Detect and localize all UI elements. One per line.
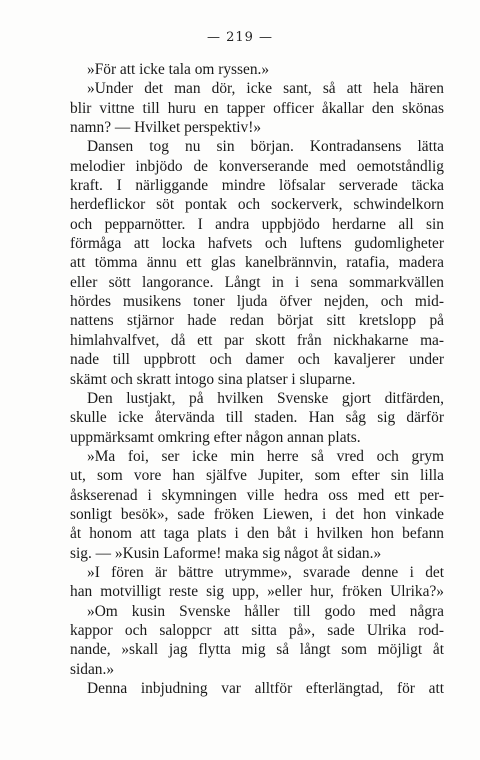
text-line: »I fören är bättre utrymme», svarade denne i det [87, 563, 444, 581]
text-line: åt honom att taga plats i den båt i hvilken hon befann [70, 525, 444, 543]
text-line: herdeflickor söt pontak och sockerverk, schwindelkorn [70, 196, 444, 214]
text-line: sidan.» [70, 660, 115, 678]
page-number-header: — 219 — [206, 30, 274, 45]
text-line: hördes musikens toner ljuda öfver nejden, och mid- [70, 293, 444, 311]
text-line: namn? — Hvilket perspektiv!» [70, 119, 262, 137]
text-line: sonligt besök», sade fröken Liewen, i det hon vinkade [70, 505, 444, 523]
text-line: melodier inbjödo de konverserande med oemotståndlig [70, 157, 444, 175]
text-line: Dansen tog nu sin början. Kontradansens lätta [87, 138, 444, 156]
text-line: »Ma foi, ser icke min herre så vred och grym [87, 447, 444, 465]
text-line: eller sött langorance. Långt in i sena sommarkvällen [70, 273, 444, 291]
text-line: och pepparnötter. I andra uppbjödo herdarne all sin [70, 215, 444, 233]
text-line: skämt och skratt intogo sina platser i sluparne. [70, 370, 356, 388]
text-line: kappor och saloppcr att sitta på», sade Ulrika rod- [70, 621, 444, 639]
text-line: Denna inbjudning var alltför efterlängtad, för att [87, 680, 444, 697]
text-line: ut, som vore han själfve Jupiter, som efter sin lilla [70, 467, 444, 485]
text-line: »Om kusin Svenske håller till godo med några [87, 602, 444, 620]
text-line: nattens stjärnor hade redan börjat sitt kretslopp på [70, 312, 444, 330]
text-line: himlahvalfvet, då ett par skott från nickhakarne ma- [70, 331, 444, 349]
text-line: han motvilligt reste sig upp, »eller hur, fröken Ulrika?» [70, 583, 444, 601]
page-body-text [70, 60, 444, 698]
text-line: förmåga att locka hafvets och luftens gudomligheter [70, 235, 444, 253]
text-line: Den lustjakt, på hvilken Svenske gjort ditfärden, [87, 389, 444, 407]
text-line: »Under det man dör, icke sant, så att hela hären [87, 80, 444, 98]
text-line: uppmärksamt omkring efter någon annan plats. [70, 428, 361, 446]
text-line: skulle icke återvända till staden. Han såg sig därför [70, 409, 444, 427]
text-line: nande, »skall jag flytta mig så långt som möjligt åt [70, 641, 444, 659]
text-line: »För att icke tala om ryssen.» [87, 61, 270, 78]
text-line: åskserenad i skymningen ville hedra oss med ett per- [70, 486, 444, 504]
text-line: att tömma ännu ett glas kanelbrännvin, ratafia, madera [70, 254, 444, 272]
text-line: sig. — »Kusin Laforme! maka sig något åt sidan.» [70, 544, 382, 562]
text-line: kraft. I närliggande mindre löfsalar serverade täcka [70, 177, 444, 195]
text-line: blir vittne till huru en tapper officer åkallar den skönas [70, 99, 444, 117]
text-line: nade till uppbrott och damer och kavaljerer under [70, 351, 444, 369]
